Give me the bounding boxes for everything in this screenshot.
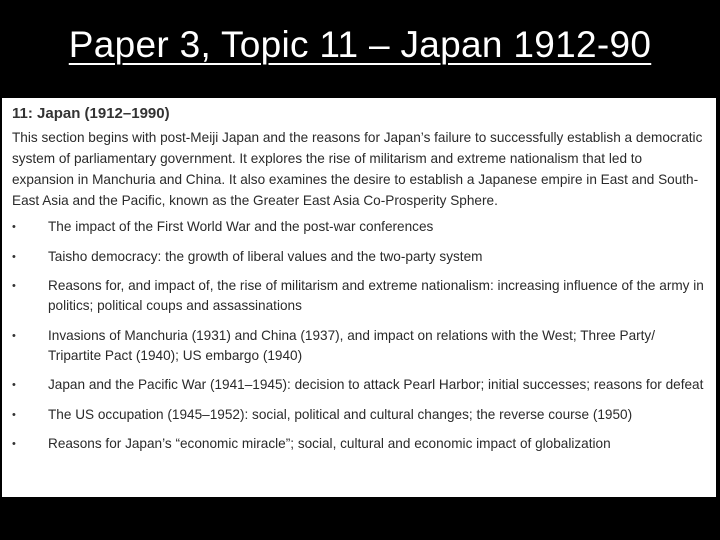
topic-item bbox=[12, 276, 706, 316]
topic-text: Japan and the Pacific War (1941–1945): decision to attack Pearl Harbor; initial successes; reasons for defeat bbox=[48, 377, 704, 392]
topic-item bbox=[12, 375, 706, 395]
slide-title: Paper 3, Topic 11 – Japan 1912-90 bbox=[68, 24, 652, 65]
section-intro-paragraph: This section begins with post-Meiji Japan and the reasons for Japan’s failure to successfully establish a democratic system of parliamentary government. It explores the rise of militarism and extreme nationalism that led to expansion in Manchuria and China. It also examines the desire to establish a Japanese empire in East and South-East Asia and the Pacific, known as the Greater East Asia Co-Prosperity Sphere. bbox=[12, 130, 703, 208]
topic-text: Reasons for, and impact of, the rise of militarism and extreme nationalism: increasing influence of the army in politics; political coups and assassinations bbox=[48, 278, 704, 313]
topic-item bbox=[12, 247, 706, 267]
topic-text: Invasions of Manchuria (1931) and China (1937), and impact on relations with the West; Three Party/ Tripartite Pact (1940); US embargo (1940) bbox=[48, 327, 656, 363]
topic-item bbox=[12, 405, 706, 425]
bullet-icon: • bbox=[12, 438, 16, 450]
section-heading: 11: Japan (1912–1990) bbox=[12, 105, 170, 122]
topic-text: Reasons for Japan’s “economic miracle”; social, cultural and economic impact of globalization bbox=[48, 436, 611, 451]
bullet-icon: • bbox=[12, 329, 16, 342]
topic-text: The US occupation (1945–1952): social, political and cultural changes; the reverse course (1950) bbox=[48, 406, 633, 422]
bullet-icon: • bbox=[12, 250, 16, 263]
topic-text: The impact of the First World War and the post-war conferences bbox=[48, 219, 434, 234]
topic-item bbox=[12, 217, 706, 237]
bullet-icon: • bbox=[12, 408, 16, 421]
bullet-icon: • bbox=[12, 221, 16, 233]
title-row bbox=[0, 0, 720, 92]
syllabus-excerpt-panel bbox=[2, 98, 716, 497]
topic-item bbox=[12, 434, 706, 454]
bullet-icon: • bbox=[12, 280, 16, 292]
topic-list bbox=[12, 217, 706, 454]
topic-text: Taisho democracy: the growth of liberal values and the two-party system bbox=[48, 248, 483, 264]
bullet-icon: • bbox=[12, 379, 16, 391]
topic-item bbox=[12, 326, 706, 366]
